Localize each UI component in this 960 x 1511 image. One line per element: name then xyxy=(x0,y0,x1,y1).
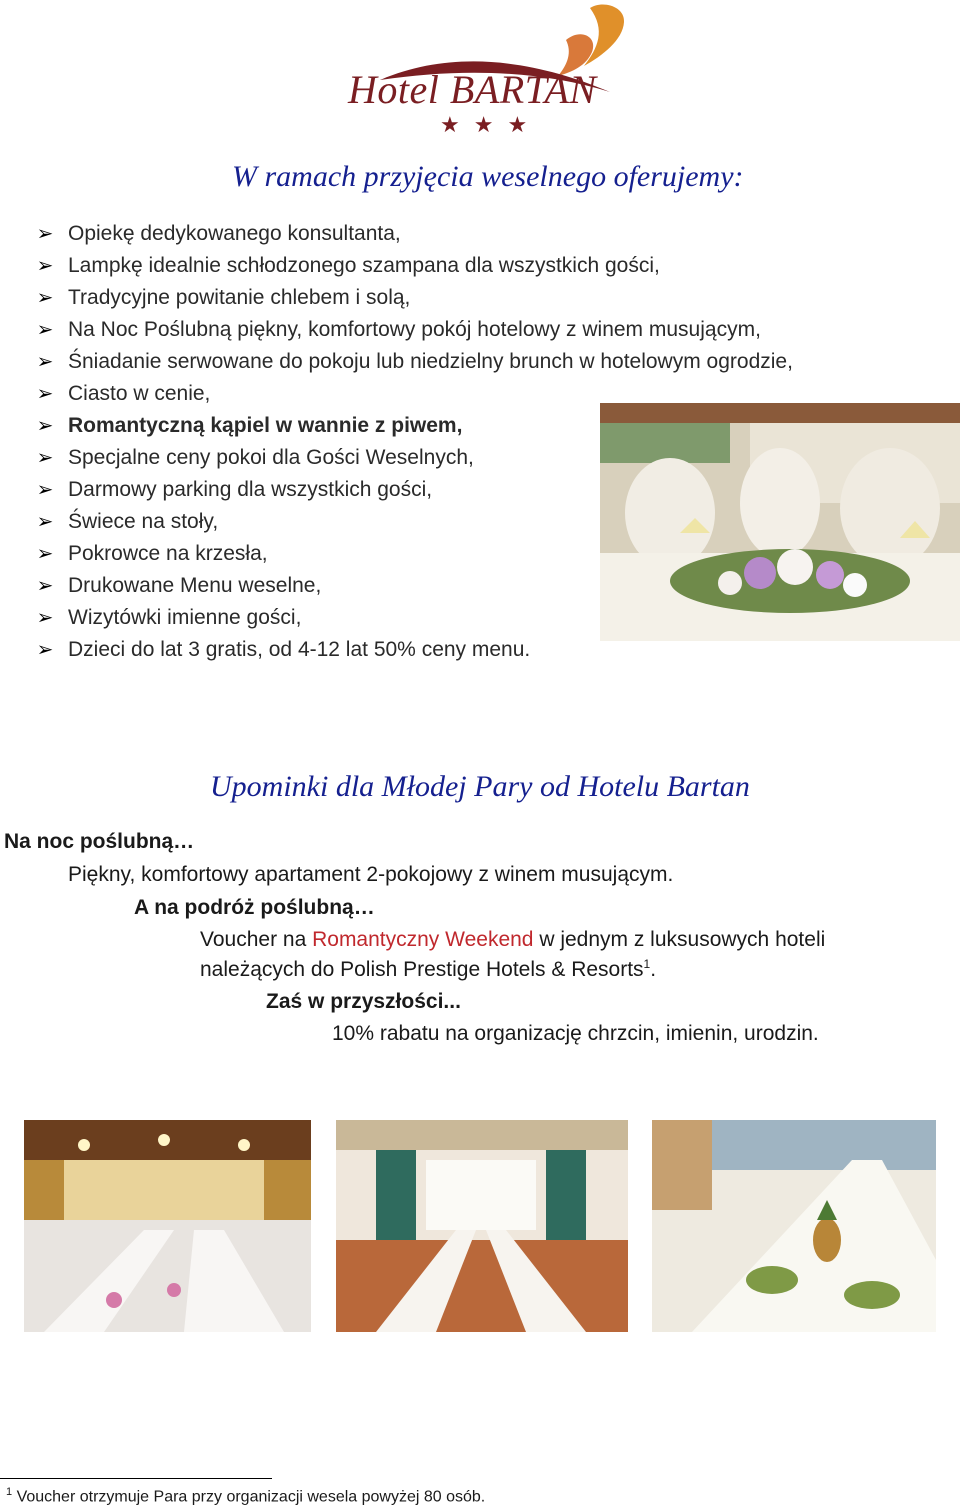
banquet-hall-photo-2 xyxy=(336,1120,628,1332)
bullet-arrow-icon: ➢ xyxy=(36,575,54,597)
offer-text: Śniadanie serwowane do pokoju lub niedzielny brunch w hotelowym ogrodzie, xyxy=(68,350,793,373)
voucher-line-1 xyxy=(200,928,825,952)
footnote xyxy=(6,1486,485,1506)
offer-item xyxy=(34,250,793,282)
offer-text: Darmowy parking dla wszystkich gości, xyxy=(68,478,433,501)
gifts-heading: Upominki dla Młodej Pary od Hotelu Bartan xyxy=(210,770,750,803)
voucher-prefix: Voucher na xyxy=(200,928,313,951)
footnote-number: 1 xyxy=(6,1486,13,1498)
logo-wordmark xyxy=(348,66,597,113)
bullet-arrow-icon: ➢ xyxy=(36,415,54,437)
wedding-night-text: Piękny, komfortowy apartament 2-pokojowy z winem musującym. xyxy=(68,863,674,886)
banquet-table-photo-3 xyxy=(652,1120,936,1332)
bullet-arrow-icon: ➢ xyxy=(36,543,54,565)
bullet-arrow-icon: ➢ xyxy=(36,223,54,245)
voucher-suffix: w jednym z luksusowych hoteli xyxy=(533,928,826,951)
offer-item xyxy=(34,314,793,346)
voucher-line-2-end: . xyxy=(650,958,657,981)
offers-heading: W ramach przyjęcia weselnego oferujemy: xyxy=(232,160,744,193)
offer-text: Lampkę idealnie schłodzonego szampana dla wszystkich gości, xyxy=(68,254,660,277)
offer-text: Tradycyjne powitanie chlebem i solą, xyxy=(68,286,411,309)
offer-text: Romantyczną kąpiel w wannie z piwem, xyxy=(68,414,463,437)
hotel-logo xyxy=(340,0,640,145)
offer-text: Drukowane Menu weselne, xyxy=(68,574,322,597)
bullet-arrow-icon: ➢ xyxy=(36,383,54,405)
offer-text: Opiekę dedykowanego konsultanta, xyxy=(68,222,401,245)
offer-text: Pokrowce na krzesła, xyxy=(68,542,268,565)
offer-item xyxy=(34,282,793,314)
voucher-highlight: Romantyczny Weekend xyxy=(312,928,534,951)
voucher-line-2 xyxy=(200,957,656,982)
bullet-arrow-icon: ➢ xyxy=(36,287,54,309)
offer-text: Ciasto w cenie, xyxy=(68,382,211,405)
footnote-text: Voucher otrzymuje Para przy organizacji wesela powyżej 80 osób. xyxy=(12,1488,486,1506)
bullet-arrow-icon: ➢ xyxy=(36,255,54,277)
footnote-ref: 1 xyxy=(643,957,651,971)
wedding-table-photo xyxy=(600,403,960,641)
wedding-night-label: Na noc poślubną… xyxy=(4,830,195,853)
future-text: 10% rabatu na organizację chrzcin, imienin, urodzin. xyxy=(332,1022,819,1045)
offer-text: Dzieci do lat 3 gratis, od 4-12 lat 50% ceny menu. xyxy=(68,638,531,661)
bullet-arrow-icon: ➢ xyxy=(36,511,54,533)
future-label: Zaś w przyszłości... xyxy=(266,990,461,1013)
voucher-line-2-text: należących do Polish Prestige Hotels & Resorts xyxy=(200,958,644,981)
bullet-arrow-icon: ➢ xyxy=(36,479,54,501)
banquet-hall-photo-1 xyxy=(24,1120,311,1332)
offer-text: Specjalne ceny pokoi dla Gości Weselnych, xyxy=(68,446,474,469)
offer-item xyxy=(34,218,793,250)
bullet-arrow-icon: ➢ xyxy=(36,351,54,373)
logo-brand-text: BARTAN xyxy=(449,67,597,112)
honeymoon-label: A na podróż poślubną… xyxy=(134,896,375,919)
offer-item xyxy=(34,346,793,378)
logo-stars: ★★★ xyxy=(440,112,542,137)
footnote-divider xyxy=(0,1478,272,1479)
bullet-arrow-icon: ➢ xyxy=(36,639,54,661)
offer-text: Na Noc Poślubną piękny, komfortowy pokój hotelowy z winem musującym, xyxy=(68,318,761,341)
offer-text: Świece na stoły, xyxy=(68,510,219,533)
offer-text: Wizytówki imienne gości, xyxy=(68,606,302,629)
bullet-arrow-icon: ➢ xyxy=(36,607,54,629)
bullet-arrow-icon: ➢ xyxy=(36,447,54,469)
bullet-arrow-icon: ➢ xyxy=(36,319,54,341)
logo-hotel-text: Hotel xyxy=(348,67,440,112)
